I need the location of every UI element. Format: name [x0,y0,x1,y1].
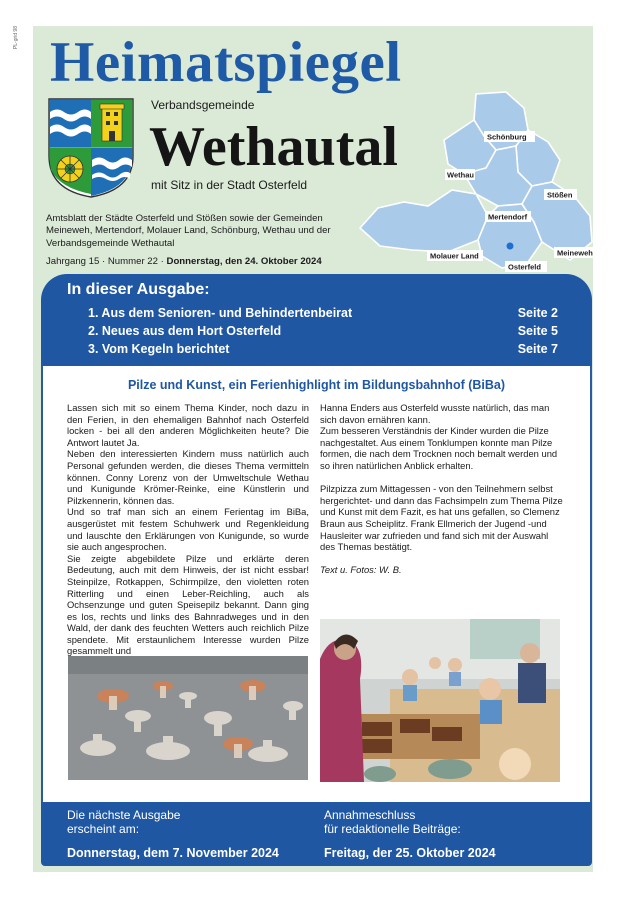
region-map [356,90,593,280]
article-paragraph: Zum besseren Verständnis der Kinder wurden die Pilze nachgestaltet. Aus einem Tonklumpen konnte man Pilze formen, die nach dem Trocknen noch bemalt werden und so ihren natürlichen Anblick erhalten. [320,425,558,471]
toc-item-page: Seite 5 [517,324,558,338]
toc-item[interactable] [88,306,558,320]
issue-line [46,256,322,267]
article-column-left [67,402,309,657]
map-label-mertendorf: Mertendorf [488,212,528,222]
toc-item-label: 1. Aus dem Senioren- und Behindertenbeirat [88,306,353,320]
deadline-sublabel: für redaktionelle Beiträge: [324,822,461,836]
clay-mushrooms-photo [68,656,308,780]
map-label-osterfeld: Osterfeld [508,262,541,272]
toc-title: In dieser Ausgabe: [67,281,210,298]
pizza-lunch-photo [320,619,560,782]
article-paragraph: Und so traf man sich an einem Ferientag im BiBa, ausgerüstet mit festem Schuhwerk und Regenkleidung und lauschte den Erklärungen von Kunigunde, so wurde sie auch angesprochen. [67,506,309,553]
toc-item[interactable] [88,324,558,338]
map-label-wethau: Wethau [447,170,474,180]
osterfeld-dot-icon [507,243,514,250]
footer-banner [41,802,592,866]
deadline-block [324,808,496,860]
next-issue-block [67,808,279,860]
deadline-label: Annahmeschluss [324,808,416,822]
masthead-title: Heimatspiegel [50,31,402,94]
map-label-meineweh: Meineweh [557,248,593,258]
amtsblatt-description: Amtsblatt der Städte Osterfeld und Stößen sowie der Gemeinden Meineweh, Mertendorf, Molauer Land, Schönburg, Wethau und der Verbandsgemeinde Wethautal [46,213,331,249]
article-paragraph: Neben den interessierten Kindern muss natürlich auch Personal gefunden werden, die dieses Thema vermitteln können. Conny Lorenz von der Umweltschule Wethau und Kunigunde Krömer-Reinke, eine Künstlerin und Pilzkennerin, können das. [67,448,309,506]
toc-item-page: Seite 2 [517,306,558,320]
article-column-right [320,402,564,576]
side-note: PL-grid 98 [13,26,19,50]
coat-of-arms-icon [48,98,134,198]
map-label-stoessen: Stößen [547,190,573,200]
article-area [41,366,592,802]
photo-credit: Text u. Fotos: W. B. [320,564,402,576]
next-issue-sublabel: erscheint am: [67,822,140,836]
issue-date: Donnerstag, den 24. Oktober 2024 [166,256,322,267]
toc-item-label: 3. Vom Kegeln berichtet [88,342,230,356]
newspaper-page [33,26,593,872]
issue-number: Jahrgang 15 · Nummer 22 · [46,256,167,267]
next-issue-date: Donnerstag, dem 7. November 2024 [67,846,279,860]
municipality-name: Wethautal [149,116,398,178]
map-label-molauer-land: Molauer Land [430,251,479,261]
next-issue-label: Die nächste Ausgabe [67,808,181,822]
article-paragraph: Pilzpizza zum Mittagessen - von den Teilnehmern selbst hergerichtet- und dann das Fachsimpeln zum Thema Pilze und Kunst mit dem Fazit, es hat uns gefallen, so Clemenz Braun aus Scheiplitz. Frank Ellmerich der Jugend -und Hausleiter war zufrieden und fand sich mit der Auswahl des Themas bestätigt. [320,483,563,553]
article-paragraph: Lassen sich mit so einem Thema Kinder, noch dazu in den Ferien, in den ehemaligen Bahnhof nach Osterfeld locken - bei all den anderen Möglichkeiten heute? Die Antwort lautet Ja. [67,402,309,448]
map-region-molauer-land [360,190,488,252]
table-of-contents [41,274,592,366]
map-label-schoenburg: Schönburg [487,132,527,142]
toc-item[interactable] [88,342,558,356]
article-paragraph: Hanna Enders aus Osterfeld wusste natürlich, das man sich davon ernähren kann. [320,402,550,425]
deadline-date: Freitag, der 25. Oktober 2024 [324,846,496,860]
verbandsgemeinde-label: Verbandsgemeinde [151,98,255,112]
seat-label: mit Sitz in der Stadt Osterfeld [151,178,308,192]
toc-item-page: Seite 7 [517,342,558,356]
article-headline: Pilze und Kunst, ein Ferienhighlight im Bildungsbahnhof (BiBa) [127,378,506,392]
article-paragraph: Sie zeigte abgebildete Pilze und erklärte deren Bedeutung, auch mit dem Hinweis, der ist nicht essbar! Steinpilze, Rotkappen, Schirmpilze, den violetten roten Ritterling und einen Leber-Reichling, auch als Ochsenzunge und guten Speisepilz bekannt. Dann ging es los, rechts und links des Bahnradweges und in den Wald, der dank des feuchten Wetters auch reichlich Pilze spendete. Mit erstaunlichem Interesse wurden Pilze gesammelt und [67,552,309,657]
toc-item-label: 2. Neues aus dem Hort Osterfeld [88,324,282,338]
